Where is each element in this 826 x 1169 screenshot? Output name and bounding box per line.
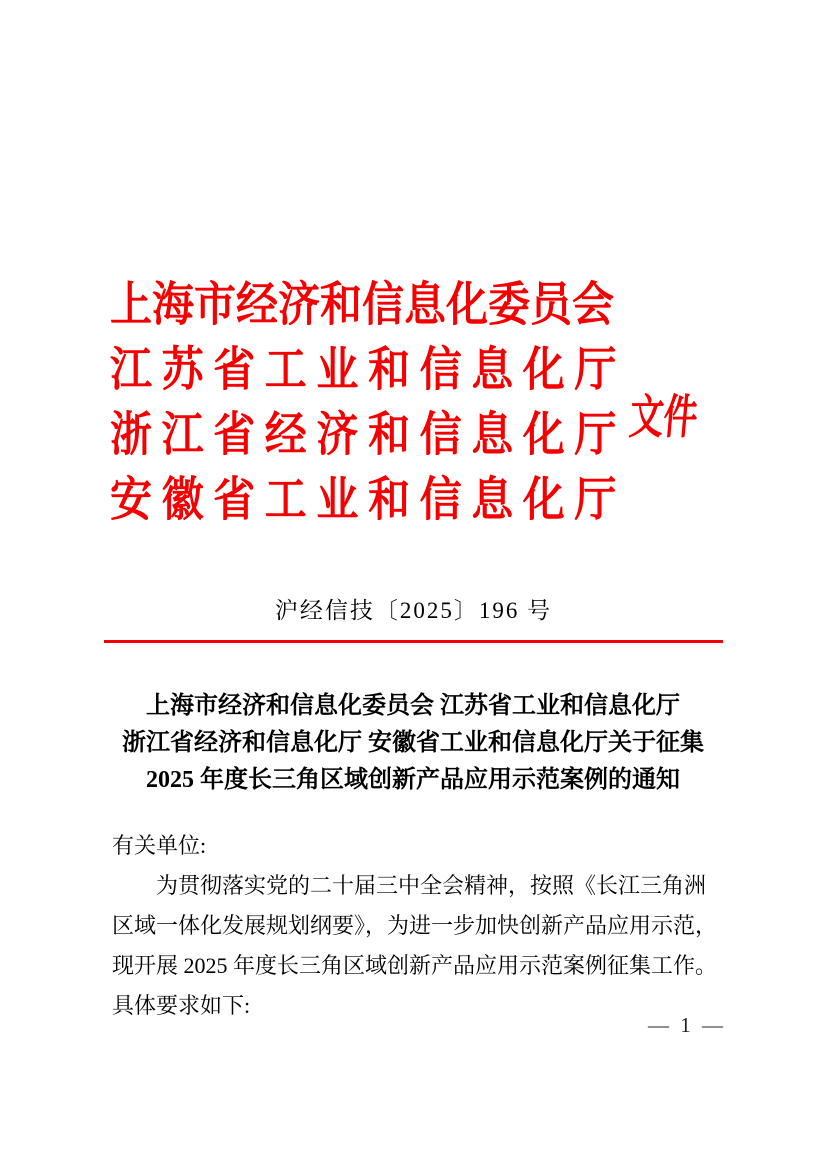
body-paragraph-line-1: 为贯彻落实党的二十届三中全会精神，按照《长江三角洲 — [156, 873, 707, 898]
document-title — [60, 688, 766, 799]
letterhead-file-label: 文件 — [627, 392, 700, 444]
body-paragraph-line-2: 区域一体化发展规划纲要》，为进一步加快创新产品应用示范， — [112, 913, 718, 938]
document-body — [112, 826, 726, 1026]
document-reference-number: 沪经信技〔2025〕196 号 — [274, 598, 553, 623]
salutation: 有关单位: — [112, 833, 207, 858]
agency-name-shanghai: 上海市经济和信息化委员会 — [110, 280, 615, 332]
body-paragraph-line-3: 现开展 2025 年度长三角区域创新产品应用示范案例征集工作。 — [112, 953, 718, 978]
letterhead-agencies — [110, 274, 627, 534]
title-line-1: 上海市经济和信息化委员会 江苏省工业和信息化厅 — [146, 693, 680, 719]
title-line-3: 2025 年度长三角区域创新产品应用示范案例的通知 — [146, 767, 680, 793]
red-separator-line — [104, 640, 723, 643]
title-line-2: 浙江省经济和信息化厅 安徽省工业和信息化厅关于征集 — [122, 730, 704, 756]
agency-name-zhejiang: 浙江省经济和信息化厅 — [110, 410, 627, 462]
agency-name-anhui: 安徽省工业和信息化厅 — [110, 475, 627, 527]
page-number: — 1 — — [648, 1013, 726, 1037]
agency-name-jiangsu: 江苏省工业和信息化厅 — [110, 345, 627, 397]
body-paragraph-line-4: 具体要求如下: — [112, 993, 251, 1018]
